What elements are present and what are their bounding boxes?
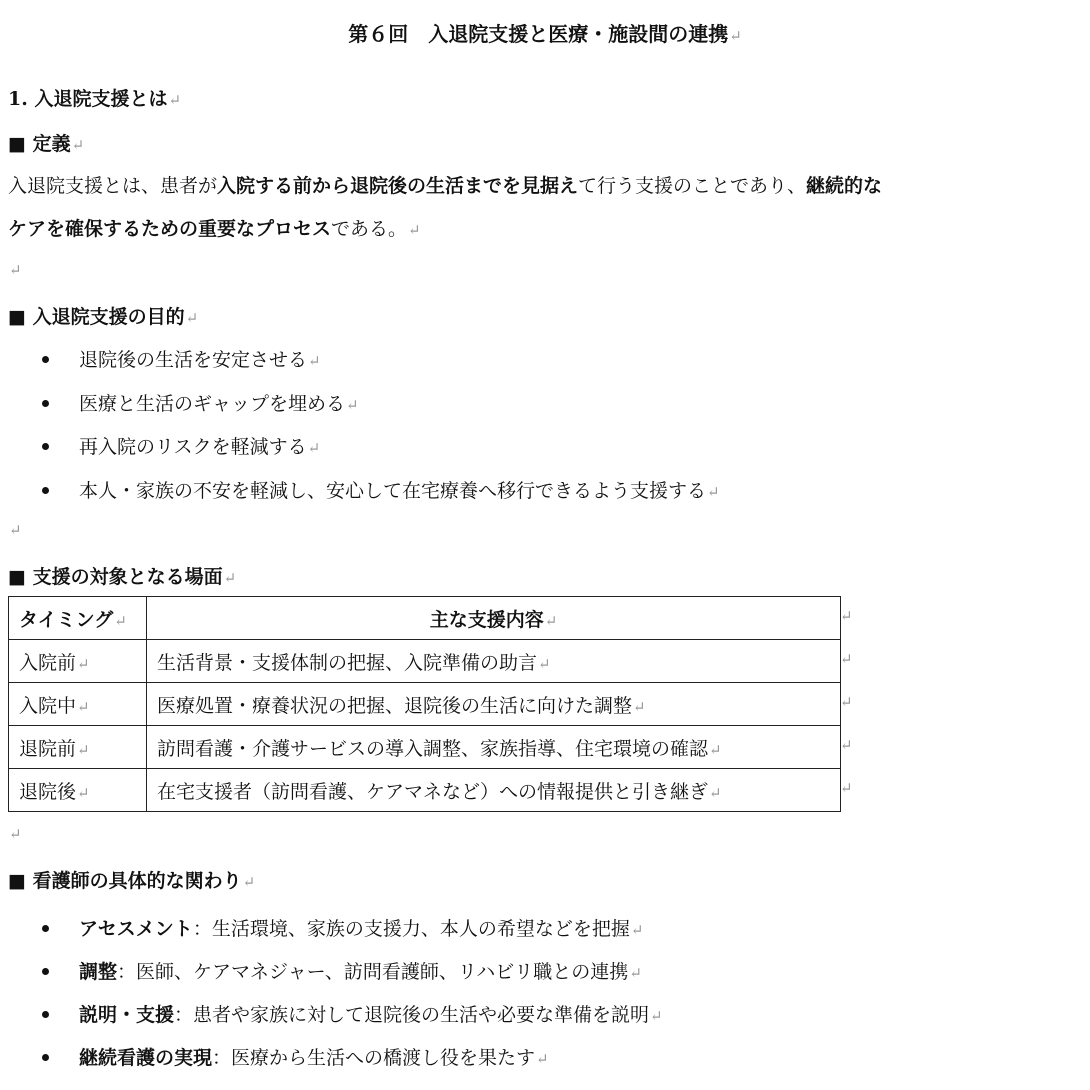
table-cell: 訪問看護・介護サービスの導入調整、家族指導、住宅環境の確認↵ — [147, 726, 841, 769]
purpose-item: 本人・家族の不安を軽減し、安心して在宅療養へ移行できるよう支援する↵ — [42, 476, 720, 503]
row-end-mark: ↵ — [840, 693, 853, 711]
table-cell: 生活背景・支援体制の把握、入院準備の助言↵ — [147, 640, 841, 683]
bullet-icon — [42, 487, 49, 494]
empty-paragraph: ↵ — [9, 521, 22, 539]
nurse-heading: ■ 看護師の具体的な関わり↵ — [8, 870, 256, 892]
bullet-icon — [42, 925, 49, 932]
table-cell: 医療処置・療養状況の把握、退院後の生活に向けた調整↵ — [147, 683, 841, 726]
paragraph-mark: ↵ — [168, 91, 182, 109]
purpose-item: 医療と生活のギャップを埋める↵ — [42, 389, 359, 416]
support-scenes-table — [8, 596, 841, 812]
purpose-item: 退院後の生活を安定させる↵ — [42, 345, 321, 372]
table-cell: 在宅支援者（訪問看護、ケアマネなど）への情報提供と引き継ぎ↵ — [147, 769, 841, 812]
bullet-icon — [42, 443, 49, 450]
purpose-item: 再入院のリスクを軽減する↵ — [42, 432, 320, 459]
purpose-heading: ■ 入退院支援の目的↵ — [8, 306, 199, 328]
row-end-mark: ↵ — [840, 650, 853, 668]
empty-paragraph: ↵ — [9, 825, 22, 843]
bullet-icon — [42, 400, 49, 407]
scenes-heading: ■ 支援の対象となる場面↵ — [8, 566, 237, 588]
table-cell: 退院前↵ — [9, 726, 147, 769]
definition-heading: ■ 定義↵ — [8, 133, 85, 155]
bullet-icon — [42, 1011, 49, 1018]
table-header-cell: 主な支援内容↵ — [147, 597, 841, 640]
table-row — [9, 683, 841, 726]
nurse-item: 調整：医師、ケアマネジャー、訪問看護師、リハビリ職との連携↵ — [42, 957, 642, 984]
table-header-cell: タイミング↵ — [9, 597, 147, 640]
bullet-icon — [42, 356, 49, 363]
paragraph-mark: ↵ — [729, 27, 742, 45]
table-cell: 退院後↵ — [9, 769, 147, 812]
bullet-icon — [42, 968, 49, 975]
paragraph-mark: ↵ — [71, 136, 85, 154]
section-heading-1: 1. 入退院支援とは↵ — [8, 88, 182, 110]
nurse-item: 説明・支援：患者や家族に対して退院後の生活や必要な準備を説明↵ — [42, 1000, 663, 1027]
empty-paragraph: ↵ — [9, 261, 22, 279]
table-row — [9, 640, 841, 683]
paragraph-mark: ↵ — [223, 569, 237, 587]
row-end-mark: ↵ — [840, 736, 853, 754]
bullet-icon — [42, 1054, 49, 1061]
nurse-item: アセスメント：生活環境、家族の支援力、本人の希望などを把握↵ — [42, 914, 643, 941]
paragraph-mark: ↵ — [408, 221, 421, 239]
table-cell: 入院中↵ — [9, 683, 147, 726]
row-end-mark: ↵ — [840, 779, 853, 797]
table-row — [9, 769, 841, 812]
row-end-mark: ↵ — [840, 607, 853, 625]
table-header-row — [9, 597, 841, 640]
paragraph-mark: ↵ — [185, 309, 199, 327]
table-row — [9, 726, 841, 769]
nurse-item: 継続看護の実現：医療から生活への橋渡し役を果たす↵ — [42, 1043, 549, 1070]
document-title: 第６回 入退院支援と医療・施設間の連携↵ — [348, 22, 742, 46]
paragraph-mark: ↵ — [242, 873, 256, 891]
table-cell: 入院前↵ — [9, 640, 147, 683]
definition-paragraph-line-2: ケアを確保するための重要なプロセスである。↵ — [8, 218, 421, 240]
definition-paragraph-line-1: 入退院支援とは、患者が入院する前から退院後の生活までを見据えて行う支援のことであり、継続的な — [8, 175, 883, 197]
